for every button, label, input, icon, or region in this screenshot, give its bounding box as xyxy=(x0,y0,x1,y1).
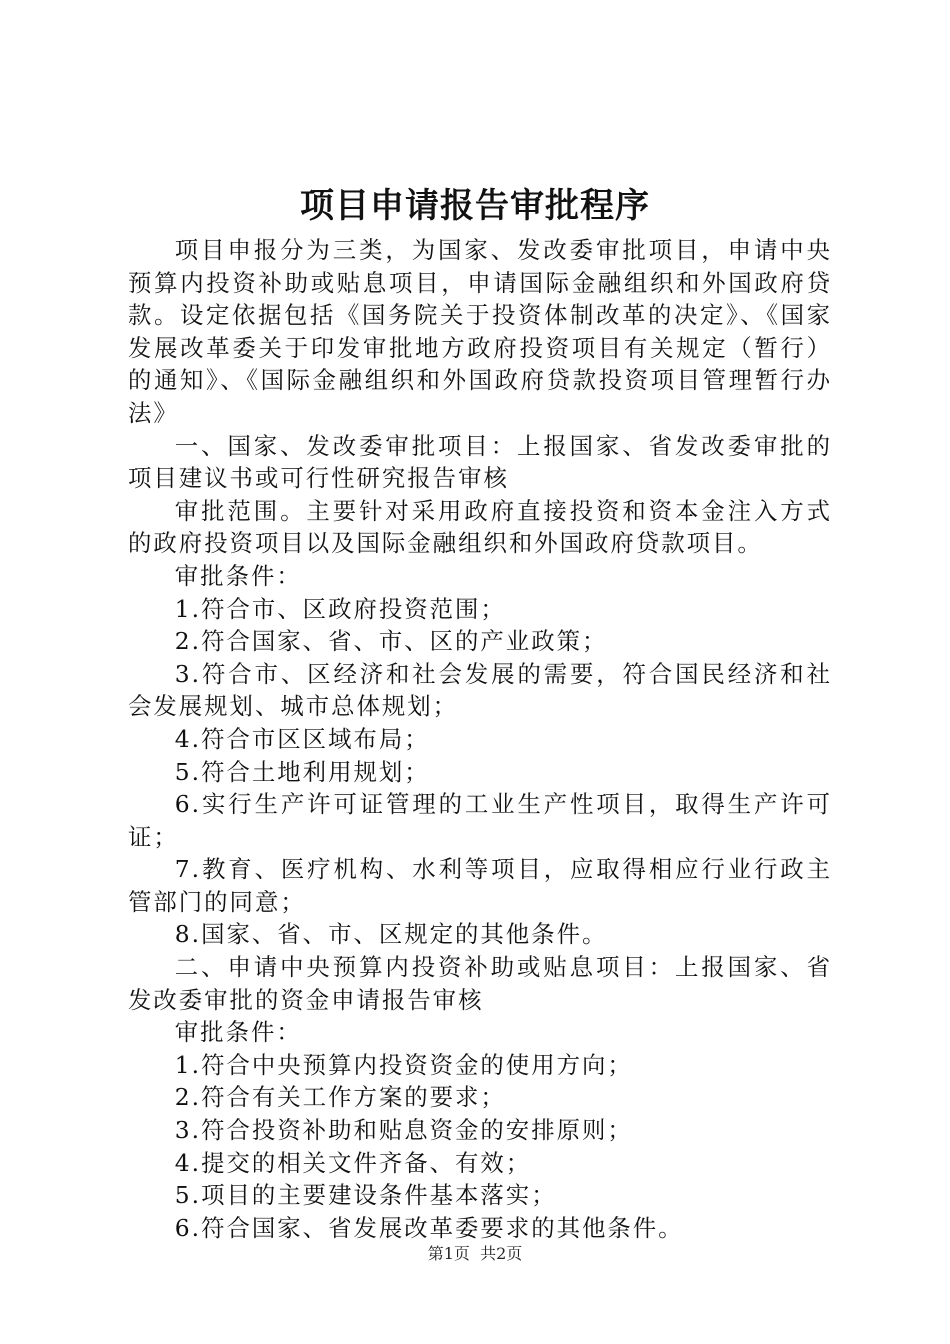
list-item: 4.提交的相关文件齐备、有效； xyxy=(174,1148,532,1177)
page-total: 共2页 xyxy=(480,1244,523,1263)
list-item: 1.符合中央预算内投资资金的使用方向； xyxy=(174,1050,633,1079)
paragraph-section-1-heading: 一、国家、发改委审批项目：上报国家、省发改委审批的项目建议书或可行性研究报告审核 xyxy=(128,431,832,493)
paragraph-section-2-heading: 二、申请中央预算内投资补助或贴息项目：上报国家、省发改委审批的资金申请报告审核 xyxy=(128,953,832,1014)
list-item: 2.符合国家、省、市、区的产业政策； xyxy=(174,627,608,656)
list-item: 4.符合市区区域布局； xyxy=(174,724,430,753)
list-item: 6.符合国家、省发展改革委要求的其他条件。 xyxy=(174,1213,684,1242)
list-item: 5.项目的主要建设条件基本落实； xyxy=(174,1181,557,1210)
document-body xyxy=(128,234,832,1244)
list-item: 5.符合土地利用规划； xyxy=(174,757,430,786)
document-title: 项目申请报告审批程序 xyxy=(300,186,650,226)
paragraph-conditions-heading: 审批条件： xyxy=(174,1018,302,1047)
list-item: 3.符合投资补助和贴息资金的安排原则； xyxy=(174,1116,633,1145)
page-number: 第1页 xyxy=(427,1244,470,1263)
paragraph-conditions-heading: 审批条件： xyxy=(174,561,302,590)
list-item: 2.符合有关工作方案的要求； xyxy=(174,1083,506,1112)
paragraph-approval-scope: 审批范围。主要针对采用政府直接投资和资本金注入方式的政府投资项目以及国际金融组织和外国政府贷款项目。 xyxy=(128,496,832,558)
list-item: 7.教育、医疗机构、水利等项目，应取得相应行业行政主管部门的同意； xyxy=(128,855,832,916)
list-item: 1.符合市、区政府投资范围； xyxy=(174,594,506,623)
list-item: 6.实行生产许可证管理的工业生产性项目，取得生产许可证； xyxy=(128,790,832,851)
page-footer xyxy=(0,1242,950,1266)
list-item: 8.国家、省、市、区规定的其他条件。 xyxy=(174,920,608,949)
paragraph-intro: 项目申报分为三类，为国家、发改委审批项目，申请中央预算内投资补助或贴息项目，申请国际金融组织和外国政府贷款。设定依据包括《国务院关于投资体制改革的决定》、《国家发展改革委关于印发审批地方政府投资项目有关规定（暂行）的通知》、《国际金融组织和外国政府贷款投资项目管理暂行办法》 xyxy=(128,236,832,427)
list-item: 3.符合市、区经济和社会发展的需要，符合国民经济和社会发展规划、城市总体规划； xyxy=(128,659,832,721)
